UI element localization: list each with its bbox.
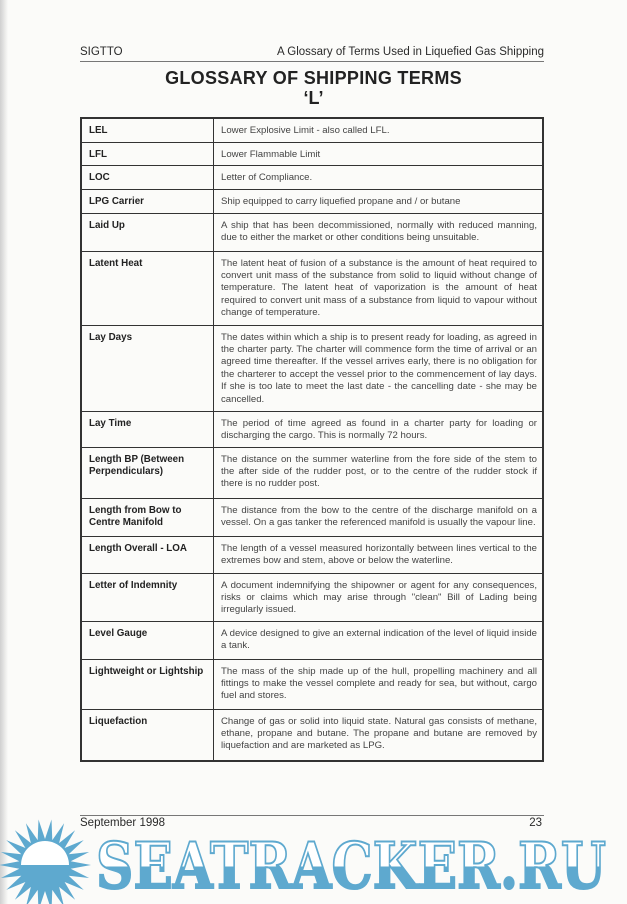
glossary-definition: A ship that has been decommissioned, normally with reduced manning, due to either the market or other conditions being unsuitable. [214, 213, 544, 251]
glossary-definition: The period of time agreed as found in a charter party for loading or discharging the cargo. This is normally 72 hours. [214, 411, 544, 447]
glossary-term: LOC [81, 165, 214, 189]
glossary-row [81, 573, 543, 621]
footer-date: September 1998 [80, 817, 166, 829]
glossary-definition: Letter of Compliance. [214, 165, 544, 189]
glossary-definition: Lower Flammable Limit [214, 142, 544, 165]
glossary-row [81, 621, 543, 659]
watermark-text: SEATRACKER.RU [96, 829, 606, 904]
seatracker-watermark-logo [0, 810, 627, 904]
page-number: 23 [529, 817, 542, 829]
glossary-row [81, 165, 543, 189]
glossary-term: Lay Days [81, 325, 214, 411]
glossary-term: Letter of Indemnity [81, 573, 214, 621]
glossary-term: Latent Heat [81, 251, 214, 325]
glossary-term: LFL [81, 142, 214, 165]
glossary-definition: The dates within which a ship is to present ready for loading, as agreed in the charter party. The charter will commence form the time of arrival or an agreed time thereafter. If the vessel arrives early, there is no obligation for the charterer to accept the vessel prior to the commencement of lay days. If she is too late to meet the last date - the cancelling date - she may be cancelled. [214, 325, 544, 411]
glossary-term: Level Gauge [81, 621, 214, 659]
sun-icon [0, 820, 91, 904]
glossary-row [81, 142, 543, 165]
glossary-definition: The length of a vessel measured horizontally between lines vertical to the extremes bow and stem, above or below the waterline. [214, 536, 544, 573]
glossary-term: Laid Up [81, 213, 214, 251]
header-document-title: A Glossary of Terms Used in Liquefied Gas Shipping [277, 46, 544, 58]
glossary-row [81, 447, 543, 498]
glossary-row [81, 536, 543, 573]
glossary-row [81, 411, 543, 447]
glossary-definition: The distance on the summer waterline from the fore side of the stem to the after side of the rudder post, or to the centre of the rudder stock if there is no rudder post. [214, 447, 544, 498]
glossary-definition: The distance from the bow to the centre of the discharge manifold on a vessel. On a gas tanker the referenced manifold is usually the vapour line. [214, 498, 544, 536]
glossary-term: LEL [81, 118, 214, 142]
glossary-term: Length from Bow to Centre Manifold [81, 498, 214, 536]
page-title: GLOSSARY OF SHIPPING TERMS [165, 68, 462, 88]
glossary-definition: A device designed to give an external indication of the level of liquid inside a tank. [214, 621, 544, 659]
glossary-term: Length Overall - LOA [81, 536, 214, 573]
glossary-row [81, 213, 543, 251]
glossary-term: Length BP (Between Perpendiculars) [81, 447, 214, 498]
glossary-row [81, 498, 543, 536]
glossary-table [80, 117, 544, 762]
glossary-row [81, 189, 543, 213]
header-organization: SIGTTO [80, 46, 123, 58]
scan-edge-shadow [0, 0, 8, 904]
glossary-row [81, 709, 543, 761]
glossary-term: Liquefaction [81, 709, 214, 761]
glossary-definition: The latent heat of fusion of a substance is the amount of heat required to convert unit mass of the substance from solid to liquid without change of temperature. The latent heat of vaporization is the amount of heat required to convert unit mass of a substance from liquid to vapour without change of temperature. [214, 251, 544, 325]
glossary-definition: A document indemnifying the shipowner or agent for any consequences, risks or claims which may arise through "clean" Bill of Lading being irregularly issued. [214, 573, 544, 621]
glossary-term: LPG Carrier [81, 189, 214, 213]
glossary-definition: Ship equipped to carry liquefied propane and / or butane [214, 189, 544, 213]
glossary-row [81, 659, 543, 709]
glossary-row [81, 251, 543, 325]
header-rule [80, 61, 544, 62]
glossary-definition: Change of gas or solid into liquid state. Natural gas consists of methane, ethane, propane and butane. The propane and butane are removed by liquefaction and are marketed as LPG. [214, 709, 544, 761]
glossary-row [81, 325, 543, 411]
glossary-term: Lay Time [81, 411, 214, 447]
glossary-definition: Lower Explosive Limit - also called LFL. [214, 118, 544, 142]
glossary-term: Lightweight or Lightship [81, 659, 214, 709]
glossary-definition: The mass of the ship made up of the hull, propelling machinery and all fittings to make the vessel complete and ready for sea, but without, cargo fuel and stores. [214, 659, 544, 709]
page-subtitle-letter: ‘L’ [303, 88, 324, 108]
glossary-row [81, 118, 543, 142]
